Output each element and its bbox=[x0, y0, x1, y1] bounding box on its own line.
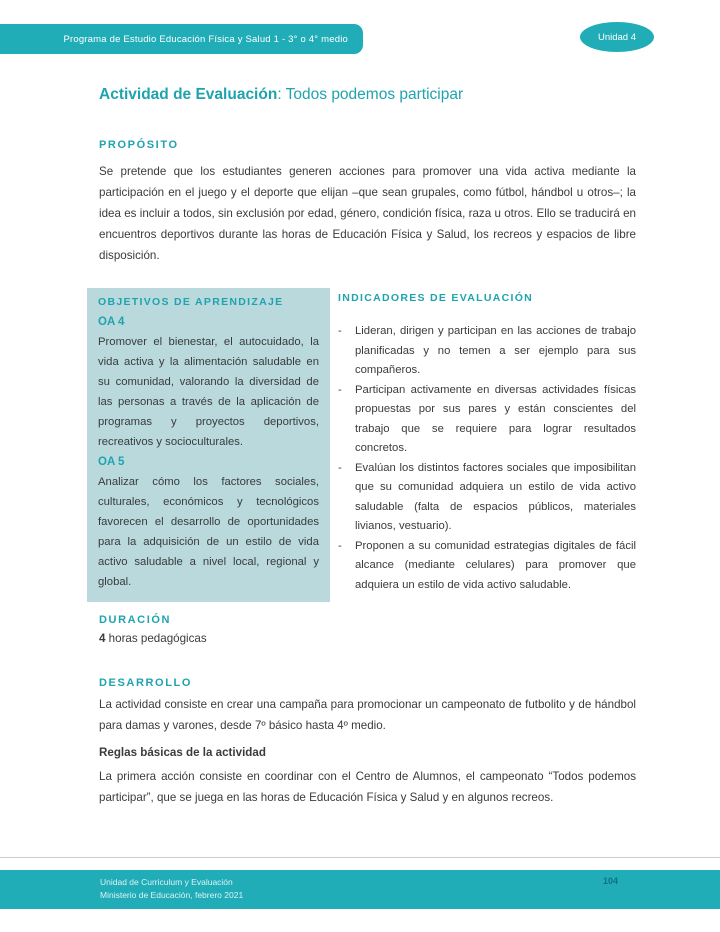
duracion-hours: 4 bbox=[99, 632, 106, 645]
page-title-activity: Actividad de Evaluación bbox=[99, 86, 278, 103]
unit-badge-label: Unidad 4 bbox=[597, 31, 637, 43]
oa4-code: OA 4 bbox=[98, 316, 125, 328]
objetivos-heading: OBJETIVOS DE APRENDIZAJE bbox=[98, 296, 284, 308]
reglas-paragraph: La primera acción consiste en coordinar con el Centro de Alumnos, el campeonato “Todos podemos participar”, que se juega en las horas de Educación Física y Salud y en algunos recreos. bbox=[99, 770, 636, 804]
page-title-subtitle: : Todos podemos participar bbox=[277, 86, 464, 103]
indicadores-list bbox=[338, 322, 636, 595]
proposito-paragraph: Se pretende que los estudiantes generen acciones para promover una vida activa mediante la participación en el juego y el deporte que elijan –que sean grupales, como fútbol, hándbol u otros–; la idea es incluir a todos, sin exclusión por edad, género, condición física, raza u otros. Ello se traducirá en encuentros deportivos durante las horas de Educación Física y Salud, los recreos y espacios de libre disposición. bbox=[99, 165, 636, 262]
indicadores-heading: INDICADORES DE EVALUACIÓN bbox=[338, 292, 534, 304]
footer-ministry-line: Ministerio de Educación, febrero 2021 bbox=[100, 889, 244, 900]
unit-badge bbox=[580, 22, 654, 52]
indicadores-column bbox=[338, 288, 636, 595]
desarrollo-paragraph: La actividad consiste en crear una campaña para promocionar un campeonato de futbolito y de hándbol para damas y varones, desde 7º básico hasta 4º medio. bbox=[99, 698, 636, 732]
footer-bar bbox=[0, 870, 720, 909]
oa5-code: OA 5 bbox=[98, 456, 125, 468]
footer-divider bbox=[0, 857, 720, 858]
duracion-value bbox=[99, 632, 207, 645]
indicador-item: - Proponen a su comunidad estrategias digitales de fácil alcance (mediante celulares) para promover que adquiera un estilo de vida activo saludable. bbox=[338, 537, 636, 596]
indicador-item: - Evalúan los distintos factores sociales que imposibilitan que su comunidad adquiera un estilo de vida activo saludable (falta de espacios públicos, materiales livianos, vestuario). bbox=[338, 459, 636, 537]
footer-page-number: 104 bbox=[603, 876, 619, 886]
program-title-badge-label: Programa de Estudio Educación Física y Salud 1 - 3° o 4° medio bbox=[63, 33, 348, 45]
program-title-badge bbox=[0, 24, 363, 54]
reglas-heading: Reglas básicas de la actividad bbox=[99, 746, 266, 759]
indicador-item: - Lideran, dirigen y participan en las acciones de trabajo planificadas y no temen a ser ejemplo para sus compañeros. bbox=[338, 322, 636, 381]
indicador-item: - Participan activamente en diversas actividades físicas propuestas por sus pares y están conscientes del trabajo que se requiere para lograr resultados concretos. bbox=[338, 381, 636, 459]
oa4-text: Promover el bienestar, el autocuidado, la vida activa y la alimentación saludable en su comunidad, valorando la diversidad de las personas a través de la aplicación de programas y proyectos deportivos, recreativos y socioculturales. bbox=[98, 336, 319, 448]
footer-unit-line: Unidad de Curriculum y Evaluación bbox=[100, 877, 233, 887]
duracion-unit: horas pedagógicas bbox=[105, 632, 207, 645]
desarrollo-heading: DESARROLLO bbox=[99, 677, 192, 689]
duracion-heading: DURACIÓN bbox=[99, 614, 172, 626]
proposito-heading: PROPÓSITO bbox=[99, 139, 179, 151]
footer-credits bbox=[100, 876, 243, 901]
page-title bbox=[99, 86, 636, 104]
oa5-text: Analizar cómo los factores sociales, culturales, económicos y tecnológicos favorecen el desarrollo de oportunidades para la adquisición de un estilo de vida activo saludable a nivel local, regional y global. bbox=[98, 476, 319, 588]
objetivos-box bbox=[87, 288, 330, 602]
